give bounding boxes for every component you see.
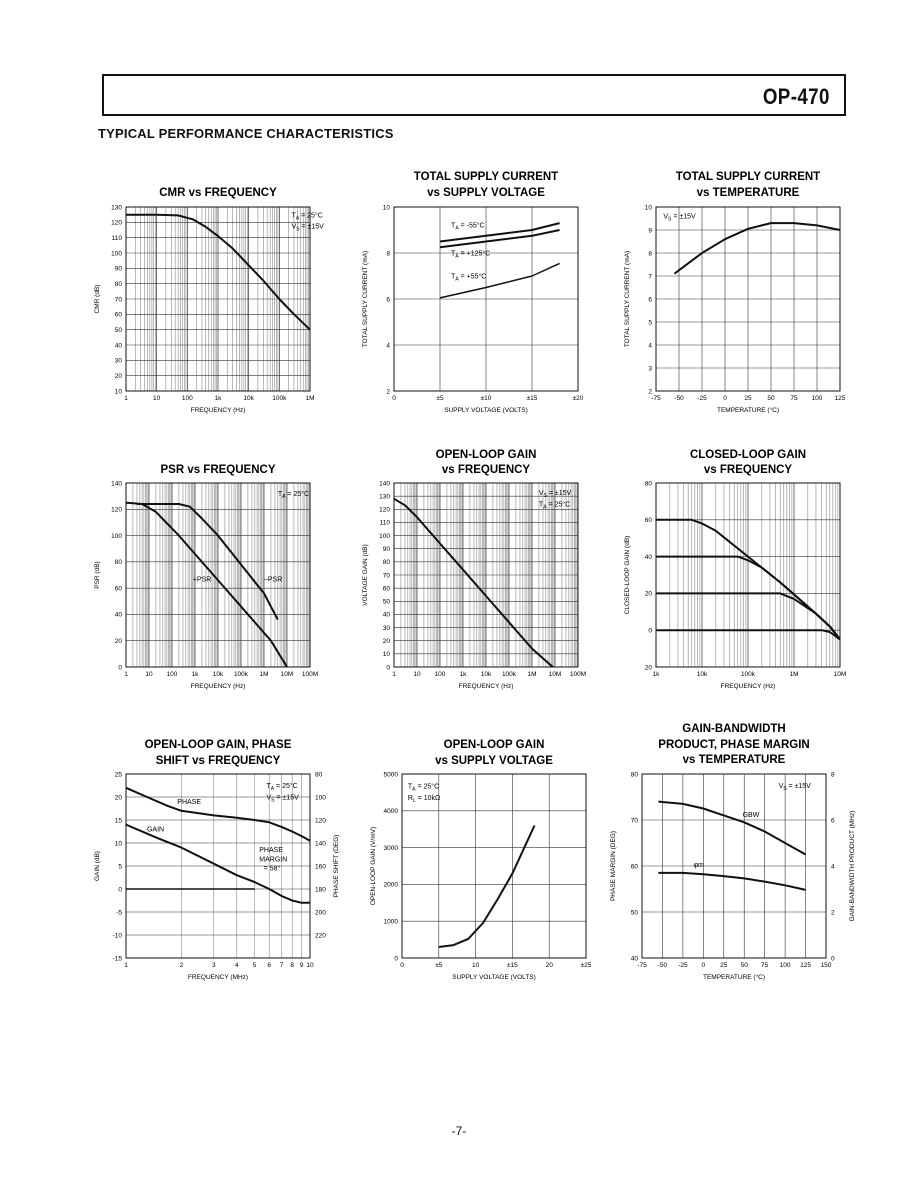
y-tick-label: 70 — [630, 817, 638, 825]
x-axis-label: FREQUENCY (Hz) — [190, 683, 246, 690]
x-tick-label: 3 — [211, 962, 216, 969]
x-tick-label: 9 — [299, 962, 304, 969]
y-tick-label: 40 — [644, 553, 652, 561]
x-tick-label: 0 — [723, 395, 727, 402]
y-tick-label: 2 — [386, 388, 390, 396]
y-axis-label: GAIN (dB) — [94, 851, 101, 881]
annotation: PHASE — [177, 798, 202, 806]
x-tick-label: ±20 — [572, 395, 584, 402]
y-tick-label: 40 — [114, 342, 122, 350]
x-tick-label: 10 — [306, 962, 314, 969]
y-tick-label: 100 — [111, 532, 122, 540]
chart-title: CLOSED-LOOP GAIN — [689, 449, 807, 461]
x-tick-label: 1k — [214, 395, 222, 402]
x-tick-label: 2 — [179, 962, 184, 969]
x-tick-label: 1k — [652, 671, 660, 678]
x-tick-label: 100k — [501, 671, 517, 678]
chart-title: vs FREQUENCY — [703, 464, 793, 476]
annotation: PHASE — [259, 847, 284, 855]
chart-title: vs SUPPLY VOLTAGE — [435, 755, 553, 767]
x-tick-label: 20 — [545, 962, 553, 969]
y-tick-label: 6 — [648, 296, 652, 304]
y-tick-label: 110 — [111, 234, 122, 242]
x-axis-label: SUPPLY VOLTAGE (VOLTS) — [452, 974, 536, 981]
y2-tick-label: 100 — [315, 794, 326, 802]
y-tick-label: 100 — [111, 250, 122, 258]
x-tick-label: 10M — [548, 671, 562, 678]
y2-tick-label: 80 — [315, 771, 323, 779]
y-axis-label: OPEN-LOOP GAIN (V/mV) — [370, 826, 377, 906]
x-tick-label: 75 — [790, 395, 798, 402]
annotation: $R_L = 10k\Omega$ — [407, 794, 441, 804]
y-tick-label: 60 — [114, 585, 122, 593]
x-tick-label: 4 — [234, 962, 239, 969]
annotation: $T_A = -55^\circ C$ — [451, 222, 485, 232]
x-tick-label: -75 — [637, 962, 647, 969]
annotation: $V_S = \pm 15V$ — [266, 794, 299, 804]
y-tick-label: 0 — [118, 886, 122, 894]
y2-tick-label: 4 — [831, 863, 835, 871]
x-tick-label: 100k — [233, 671, 249, 678]
x-tick-label: 10 — [471, 962, 480, 969]
y-tick-label: 5 — [648, 319, 652, 327]
x-tick-label: 10M — [280, 671, 294, 678]
y-tick-label: 7 — [648, 273, 652, 281]
y-tick-label: 8 — [648, 250, 652, 258]
annotation: $V_S = \pm 15V$ — [538, 489, 572, 499]
x-tick-label: 0 — [400, 962, 404, 969]
y2-axis-label: GAIN-BANDWIDTH PRODUCT (MHz) — [849, 810, 856, 922]
x-axis-label: FREQUENCY (Hz) — [190, 407, 246, 414]
annotation: $T_A = +125^\circ C$ — [451, 250, 491, 260]
chart-cmr — [94, 187, 324, 414]
y-tick-label: 20 — [644, 664, 652, 672]
y-tick-label: 70 — [114, 296, 122, 304]
annotation: $T_A = 25^\circ C$ — [291, 212, 323, 222]
y-tick-label: 15 — [114, 817, 122, 825]
series-line-isy — [674, 223, 840, 274]
page-number: -7- — [451, 1124, 467, 1138]
chart-title: GAIN-BANDWIDTH — [682, 723, 786, 735]
y-tick-label: 80 — [114, 559, 122, 567]
y2-tick-label: 200 — [315, 909, 326, 917]
annotation: = 58° — [263, 865, 281, 873]
y-tick-label: 80 — [114, 280, 122, 288]
chart-olg_freq — [362, 449, 586, 690]
x-tick-label: 50 — [740, 962, 748, 969]
x-tick-label: 1k — [459, 671, 467, 678]
x-tick-label: 0 — [701, 962, 706, 969]
y-tick-label: 40 — [382, 611, 390, 619]
chart-title: vs TEMPERATURE — [682, 754, 786, 766]
chart-title: vs TEMPERATURE — [696, 187, 800, 199]
y-tick-label: 9 — [648, 227, 652, 235]
x-tick-label: 1 — [124, 962, 128, 969]
x-tick-label: ±10 — [480, 395, 492, 402]
series-line-avo — [439, 826, 535, 948]
y-tick-label: 50 — [630, 909, 638, 917]
annotation: +PSR — [192, 576, 212, 584]
x-tick-label: -25 — [697, 395, 707, 402]
annotation: $T_A = +55^\circ C$ — [451, 273, 487, 283]
x-axis-label: FREQUENCY (MHz) — [187, 974, 249, 981]
x-tick-label: 1M — [259, 671, 269, 678]
chart-olg_phase — [94, 739, 340, 981]
y-tick-label: 8 — [386, 250, 390, 258]
x-tick-label: 8 — [290, 962, 294, 969]
annotation: $T_A = 25^\circ C$ — [277, 491, 310, 501]
y2-tick-label: 120 — [315, 817, 326, 825]
x-tick-label: ±15 — [506, 962, 518, 969]
x-tick-label: ±25 — [580, 962, 592, 969]
annotation: $V_S = \pm 15V$ — [291, 223, 324, 233]
x-tick-label: 10k — [480, 671, 492, 678]
x-axis-label: TEMPERATURE (°C) — [702, 974, 766, 981]
y-tick-label: 80 — [644, 480, 652, 488]
chart-olg_vs — [370, 739, 592, 981]
chart-title: PRODUCT, PHASE MARGIN — [658, 739, 810, 751]
y-tick-label: 70 — [382, 572, 390, 580]
y-tick-label: 20 — [382, 638, 390, 646]
y2-tick-label: 180 — [315, 886, 326, 894]
annotation: –PSR — [264, 576, 283, 584]
y-tick-label: 3000 — [383, 844, 398, 852]
chart-title: vs SUPPLY VOLTAGE — [427, 187, 545, 199]
y-tick-label: 5 — [118, 863, 122, 871]
series-line-gain — [394, 499, 553, 667]
y-tick-label: 20 — [114, 794, 122, 802]
x-tick-label: 10M — [833, 671, 847, 678]
chart-title: OPEN-LOOP GAIN — [443, 739, 545, 751]
x-tick-label: 1 — [392, 671, 396, 678]
y-tick-label: 80 — [382, 559, 390, 567]
y-tick-label: 20 — [114, 372, 122, 380]
x-tick-label: 100M — [569, 671, 587, 678]
x-axis-label: FREQUENCY (Hz) — [458, 683, 514, 690]
annotation: $V_S = \pm 15V$ — [663, 213, 696, 223]
y-tick-label: 0 — [648, 627, 652, 635]
y-tick-label: 40 — [630, 955, 638, 963]
chart-isy_temp — [624, 171, 846, 414]
x-tick-label: 10 — [413, 671, 421, 678]
x-axis-label: FREQUENCY (Hz) — [720, 683, 776, 690]
x-tick-label: 7 — [279, 962, 284, 969]
x-tick-label: 75 — [761, 962, 769, 969]
y-tick-label: 60 — [382, 585, 390, 593]
chart-title: SHIFT vs FREQUENCY — [155, 755, 281, 767]
y-tick-label: 130 — [379, 493, 390, 501]
y-tick-label: 50 — [114, 326, 122, 334]
y-tick-label: 90 — [114, 265, 122, 273]
y-tick-label: 100 — [379, 532, 390, 540]
y-tick-label: 120 — [111, 219, 122, 227]
annotation: $T_A = 25^\circ C$ — [407, 783, 440, 793]
x-tick-label: 100 — [434, 671, 446, 678]
series-line-gbw — [658, 802, 805, 855]
y-tick-label: 10 — [382, 204, 390, 212]
x-tick-label: 150 — [820, 962, 832, 969]
x-tick-label: 100 — [779, 962, 791, 969]
chart-title: vs FREQUENCY — [441, 464, 531, 476]
y-tick-label: 140 — [111, 480, 122, 488]
x-tick-label: 10k — [243, 395, 254, 402]
x-tick-label: 10k — [212, 671, 224, 678]
x-tick-label: 1 — [124, 671, 128, 678]
y-axis-label: PHASE MARGIN (DEG) — [610, 830, 617, 902]
x-tick-label: 10 — [145, 671, 153, 678]
y2-tick-label: 2 — [831, 909, 835, 917]
y-tick-label: 140 — [379, 480, 390, 488]
x-tick-label: 25 — [720, 962, 728, 969]
chart-psr — [94, 464, 318, 690]
x-tick-label: -50 — [674, 395, 684, 402]
x-tick-label: 125 — [834, 395, 846, 402]
x-tick-label: -25 — [678, 962, 688, 969]
x-tick-label: -75 — [651, 395, 661, 402]
part-number: OP-470 — [762, 84, 830, 109]
x-tick-label: 100 — [181, 395, 193, 402]
y-tick-label: 25 — [114, 771, 122, 779]
x-tick-label: 6 — [267, 962, 271, 969]
annotation: MARGIN — [259, 856, 288, 864]
y-axis-label: CLOSED-LOOP GAIN (dB) — [624, 535, 631, 615]
y-tick-label: 10 — [382, 651, 390, 659]
series-line--m — [658, 873, 805, 890]
y-tick-label: -15 — [112, 955, 122, 963]
chart-isy_vs — [362, 171, 584, 414]
x-tick-label: 5 — [252, 962, 257, 969]
y-tick-label: 50 — [382, 598, 390, 606]
y-tick-label: 10 — [644, 204, 652, 212]
x-tick-label: 25 — [744, 395, 752, 402]
y-tick-label: 130 — [111, 204, 122, 212]
x-tick-label: ±5 — [436, 395, 444, 402]
y-tick-label: 4 — [386, 342, 390, 350]
y2-tick-label: 8 — [831, 771, 835, 779]
y-axis-label: CMR (dB) — [94, 284, 101, 314]
y2-axis-label: PHASE SHIFT (DEG) — [333, 834, 340, 898]
y-tick-label: 4 — [648, 342, 652, 350]
y-tick-label: 90 — [382, 546, 390, 554]
y-axis-label: PSR (dB) — [94, 561, 101, 589]
x-tick-label: 100 — [811, 395, 823, 402]
section-title: TYPICAL PERFORMANCE CHARACTERISTICS — [98, 126, 394, 141]
y-tick-label: -5 — [116, 909, 122, 917]
annotation: GBW — [742, 812, 760, 820]
x-axis-label: SUPPLY VOLTAGE (VOLTS) — [444, 407, 528, 414]
y-tick-label: 40 — [114, 611, 122, 619]
x-tick-label: 100 — [166, 671, 178, 678]
y-tick-label: 80 — [630, 771, 638, 779]
x-tick-label: 50 — [767, 395, 775, 402]
y-tick-label: 6 — [386, 296, 390, 304]
x-tick-label: 10k — [696, 671, 708, 678]
y-tick-label: 5000 — [383, 771, 398, 779]
y-axis-label: TOTAL SUPPLY CURRENT (mA) — [624, 250, 631, 348]
y-tick-label: 30 — [382, 624, 390, 632]
annotation: $V_S = \pm 15V$ — [778, 782, 811, 792]
x-tick-label: 10 — [153, 395, 161, 402]
annotation: $T_A = 25^\circ C$ — [538, 501, 571, 511]
annotation: $T_A = 25^\circ C$ — [266, 782, 298, 792]
chart-title: TOTAL SUPPLY CURRENT — [413, 171, 559, 183]
y-tick-label: 10 — [114, 388, 122, 396]
x-tick-label: 1M — [527, 671, 537, 678]
y2-tick-label: 6 — [831, 817, 835, 825]
y2-tick-label: 140 — [315, 840, 326, 848]
x-tick-label: 1M — [305, 395, 315, 402]
y-tick-label: 20 — [114, 638, 122, 646]
chart-title: OPEN-LOOP GAIN, PHASE — [144, 739, 292, 751]
y2-tick-label: 220 — [315, 932, 326, 940]
y-tick-label: 60 — [644, 517, 652, 525]
x-tick-label: 100k — [272, 395, 287, 402]
annotation: φm — [693, 861, 704, 869]
y-tick-label: 2000 — [383, 881, 398, 889]
x-tick-label: ±5 — [435, 962, 443, 969]
y-tick-label: 4000 — [383, 808, 398, 816]
y-tick-label: 120 — [111, 506, 122, 514]
y-tick-label: 20 — [644, 590, 652, 598]
x-tick-label: 1M — [789, 671, 799, 678]
x-tick-label: 125 — [800, 962, 811, 969]
chart-title: PSR vs FREQUENCY — [160, 464, 276, 476]
chart-clg_freq — [624, 449, 846, 690]
x-tick-label: 1k — [191, 671, 199, 678]
x-tick-label: 100k — [740, 671, 756, 678]
y2-tick-label: 0 — [831, 955, 835, 963]
y-tick-label: 2 — [648, 388, 652, 396]
y-tick-label: 10 — [114, 840, 122, 848]
x-axis-label: TEMPERATURE (°C) — [716, 407, 780, 414]
y-tick-label: 60 — [630, 863, 638, 871]
chart-title: CMR vs FREQUENCY — [159, 187, 277, 199]
y-tick-label: 1000 — [383, 918, 398, 926]
y-tick-label: 0 — [386, 664, 390, 672]
x-tick-label: 0 — [392, 395, 396, 402]
chart-gbw_temp — [610, 723, 856, 981]
series-line-gain — [126, 825, 310, 903]
y-axis-label: VOLTAGE GAIN (dB) — [362, 544, 369, 606]
y-tick-label: -10 — [112, 932, 122, 940]
y-tick-label: 0 — [394, 955, 398, 963]
x-tick-label: 1 — [124, 395, 128, 402]
x-tick-label: -50 — [657, 962, 668, 969]
y-tick-label: 3 — [648, 365, 652, 373]
y-axis-label: TOTAL SUPPLY CURRENT (mA) — [362, 250, 369, 348]
y2-tick-label: 160 — [315, 863, 326, 871]
y-tick-label: 120 — [379, 506, 390, 514]
y-tick-label: 30 — [114, 357, 122, 365]
chart-title: OPEN-LOOP GAIN — [435, 449, 537, 461]
y-tick-label: 0 — [118, 664, 122, 672]
y-tick-label: 110 — [379, 519, 390, 527]
y-tick-label: 60 — [114, 311, 122, 319]
annotation: GAIN — [146, 826, 165, 834]
chart-title: TOTAL SUPPLY CURRENT — [675, 171, 821, 183]
x-tick-label: ±15 — [526, 395, 538, 402]
x-tick-label: 100M — [301, 671, 319, 678]
